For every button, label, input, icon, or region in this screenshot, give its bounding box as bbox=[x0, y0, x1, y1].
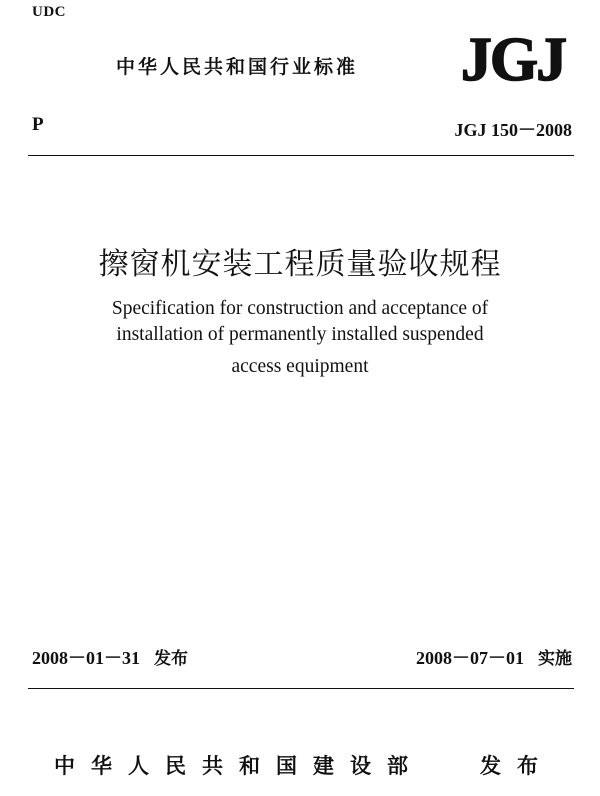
issue-label: 发布 bbox=[154, 649, 188, 669]
footer-divider bbox=[28, 688, 574, 689]
header-divider bbox=[28, 155, 574, 156]
jgj-logo bbox=[452, 24, 574, 92]
implement-date-block bbox=[416, 644, 572, 670]
jgj-logo-text: JGJ bbox=[460, 26, 566, 92]
issue-date: 2008－01－31 bbox=[32, 648, 140, 668]
title-chinese: 擦窗机安装工程质量验收规程 bbox=[98, 247, 502, 282]
udc-label: UDC bbox=[32, 4, 66, 20]
title-english-line-2: installation of permanently installed suspended bbox=[116, 324, 484, 345]
title-english-line-1: Specification for construction and acceptance of bbox=[111, 298, 489, 319]
ministry-action: 发布 bbox=[480, 754, 554, 778]
issuing-ministry: 中华人民共和国建设部 bbox=[54, 754, 424, 778]
issue-date-block bbox=[32, 644, 188, 670]
title-english-line-3: access equipment bbox=[231, 356, 369, 377]
implement-date: 2008－07－01 bbox=[416, 648, 524, 668]
classification-code: P bbox=[32, 114, 44, 135]
industry-standard-heading: 中华人民共和国行业标准 bbox=[116, 56, 359, 78]
standard-number: JGJ 150－2008 bbox=[454, 120, 572, 140]
implement-label: 实施 bbox=[538, 649, 572, 669]
